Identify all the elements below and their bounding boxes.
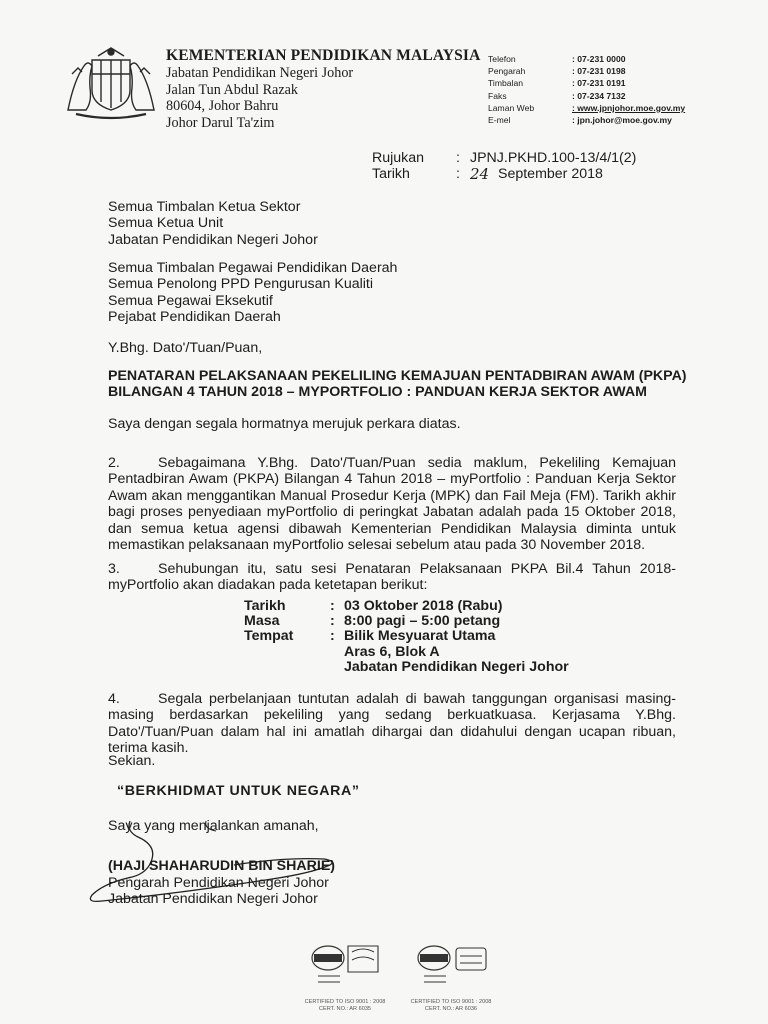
subject-line: PENATARAN PELAKSANAAN PEKELILING KEMAJUAN PENTADBIRAN AWAM (PKPA) — [108, 368, 687, 384]
recipient-line: Semua Ketua Unit — [108, 215, 224, 232]
contact-value: : 07-234 7132 — [572, 90, 626, 101]
iso-certification-badge — [304, 936, 386, 1016]
sekian: Sekian. — [108, 753, 156, 769]
cert-text: CERTIFIED TO ISO 9001 : 2008 — [410, 999, 492, 1005]
email-value[interactable]: : jpn.johor@moe.gov.my — [572, 115, 672, 126]
motto: “BERKHIDMAT UNTUK NEGARA” — [117, 783, 360, 799]
recipient-group-2 — [108, 260, 397, 326]
rujukan-label: Rujukan — [372, 150, 425, 166]
paragraph-3 — [108, 561, 676, 594]
paragraph-text: Sebagaimana Y.Bhg. Dato'/Tuan/Puan sedia maklum, Pekeliling Kemajuan Pentadbiran Awam (PKPA) Bilangan 4 Tahun 2018 – myPortfolio : Panduan Kerja Sektor Awam akan menggantikan Manual Prosedur Kerja (MPK) dan Fail Meja (FM). Tarikh akhir bagi proses penyediaan myPortfolio di peringkat Jabatan adalah pada 15 Oktober 2018, dan semua ketua agensi dibawah Kementerian Pendidikan Malaysia diminta untuk memastikan pelaksanaan myPortfolio selesai sebelum atau pada 30 November 2018. — [108, 455, 676, 554]
paragraph-4 — [108, 691, 676, 757]
contact-label: Pengarah — [488, 66, 526, 77]
paragraph-1: Saya dengan segala hormatnya merujuk perkara diatas. — [108, 416, 461, 432]
contact-label: Timbalan — [488, 78, 524, 89]
schedule-label: Masa — [244, 613, 280, 630]
schedule-label: Tarikh — [244, 598, 286, 614]
sirim-quality-logo — [304, 936, 386, 994]
schedule-block: Tarikh : 03 Oktober 2018 (Rabu) Masa : 8:00 pagi – 5:00 petang Tempat : Bilik Mesyuarat Utama Aras 6, Blok A Jabatan Pendidikan Negeri Johor — [244, 598, 569, 675]
contact-value: : 07-231 0000 — [572, 54, 626, 64]
recipient-line: Jabatan Pendidikan Negeri Johor — [108, 231, 318, 248]
sirim-quality-logo — [410, 936, 492, 994]
iso-certification-badge — [410, 936, 492, 1016]
paragraph-number: 4. — [108, 691, 120, 707]
schedule-venue: Aras 6, Blok A — [344, 643, 440, 660]
paragraph-text: Segala perbelanjaan tuntutan adalah di bawah tanggungan organisasi masing-masing berdasarkan pekeliling yang sedang berkuatkuasa. Kerjasama Y.Bhg. Dato'/Tuan/Puan dalam hal ini amatlah dihargai dan didahului dengan ucapan ribuan, terima kasih. — [108, 691, 676, 757]
schedule-label: Tempat — [244, 628, 294, 645]
subject-line: BILANGAN 4 TAHUN 2018 – MYPORTFOLIO : PANDUAN KERJA SEKTOR AWAM — [108, 384, 647, 401]
cert-text: CERTIFIED TO ISO 9001 : 2008 — [304, 999, 386, 1005]
schedule-date: 03 Oktober 2018 (Rabu) — [344, 598, 503, 614]
contact-label: E-mel — [488, 115, 511, 126]
address-line: 80604, Johor Bahru — [166, 98, 279, 115]
address-line: Johor Darul Ta'zim — [166, 114, 275, 131]
ministry-name: KEMENTERIAN PENDIDIKAN MALAYSIA — [166, 47, 481, 64]
paragraph-number: 3. — [108, 561, 120, 577]
recipient-line: Semua Penolong PPD Pengurusan Kualiti — [108, 276, 374, 293]
contact-label: Telefon — [488, 54, 516, 64]
paragraph-text: Sehubungan itu, satu sesi Penataran Pelaksanaan PKPA Bil.4 Tahun 2018- myPortfolio akan diadakan pada ketetapan berikut: — [108, 561, 676, 594]
signatory-department: Jabatan Pendidikan Negeri Johor — [108, 891, 318, 907]
rujukan-value: JPNJ.PKHD.100-13/4/1(2) — [470, 150, 637, 166]
website-link[interactable]: : www.jpnjohor.moe.gov.my — [572, 102, 686, 113]
reference-block: Rujukan : JPNJ.PKHD.100-13/4/1(2) Tarikh : 24 September 2018 — [372, 150, 637, 184]
paragraph-number: 2. — [108, 455, 120, 471]
cert-number: CERT. NO.: AR 6036 — [424, 1006, 478, 1012]
schedule-time: 8:00 pagi – 5:00 petang — [344, 613, 501, 630]
signatory-title: Pengarah Pendidikan Negeri Johor — [108, 875, 329, 891]
contact-label: Laman Web — [488, 102, 535, 113]
salutation: Y.Bhg. Dato'/Tuan/Puan, — [108, 340, 263, 356]
address-line: Jalan Tun Abdul Razak — [166, 81, 299, 98]
organisation-header — [166, 47, 480, 131]
amanah-line: Saya yang menjalankan amanah, — [108, 818, 319, 834]
recipient-group-1 — [108, 199, 318, 248]
recipient-line: Semua Timbalan Pegawai Pendidikan Daerah — [108, 260, 398, 276]
subject-heading — [108, 368, 687, 401]
signatory-name: (HAJI SHAHARUDIN BIN SHARIE) — [108, 858, 336, 874]
recipient-line: Semua Timbalan Ketua Sektor — [108, 199, 301, 215]
address-line: Jabatan Pendidikan Negeri Johor — [166, 65, 354, 81]
recipient-line: Pejabat Pendidikan Daerah — [108, 309, 281, 326]
contact-value: : 07-231 0191 — [572, 78, 626, 89]
contact-details — [488, 53, 685, 126]
contact-value: : 07-231 0198 — [572, 66, 626, 77]
contact-label: Faks — [488, 90, 507, 101]
tarikh-label: Tarikh — [372, 166, 410, 183]
paragraph-2 — [108, 455, 676, 553]
schedule-venue: Jabatan Pendidikan Negeri Johor — [344, 658, 569, 675]
handwritten-day: 24 — [470, 165, 490, 184]
tarikh-value: September 2018 — [498, 166, 603, 183]
coat-of-arms-logo — [58, 44, 164, 122]
cert-number: CERT. NO.: AR 6035 — [318, 1006, 372, 1012]
schedule-venue: Bilik Mesyuarat Utama — [344, 628, 496, 645]
recipient-line: Semua Pegawai Eksekutif — [108, 292, 273, 309]
